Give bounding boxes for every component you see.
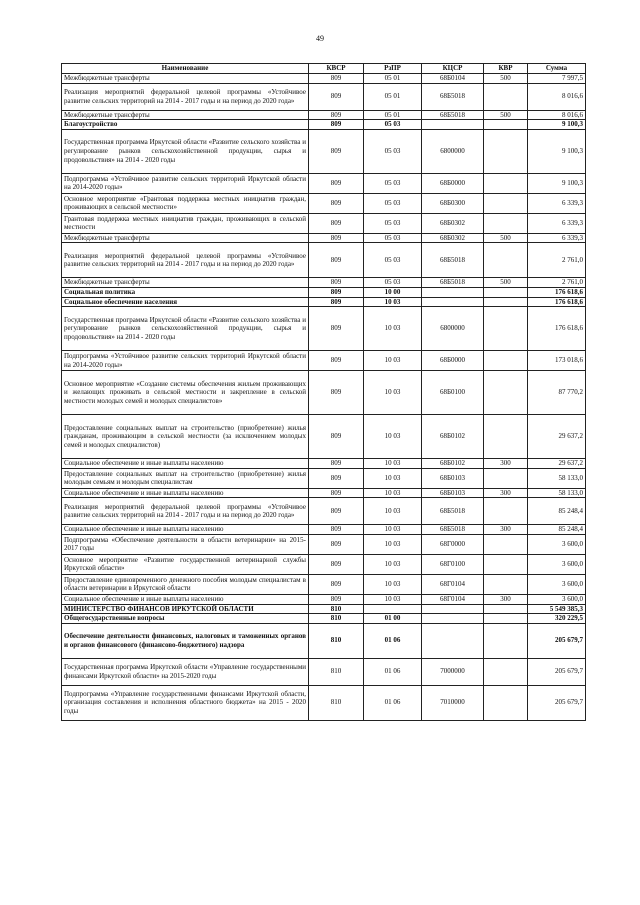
row-kvsr: 809: [309, 554, 364, 574]
row-kvr: [484, 120, 528, 130]
row-rzpr: 05 03: [364, 193, 422, 213]
row-kcsr: 68Б0302: [422, 213, 484, 233]
table-row: [62, 110, 586, 120]
table-row: [62, 468, 586, 488]
row-kvr: [484, 574, 528, 594]
row-name: МИНИСТЕРСТВО ФИНАНСОВ ИРКУТСКОЙ ОБЛАСТИ: [62, 604, 309, 614]
row-sum: 176 618,6: [528, 287, 586, 297]
row-rzpr: 10 03: [364, 351, 422, 371]
row-name: Реализация мероприятий федеральной целевой программы «Устойчивое развитие сельских территорий на 2014 - 2017 годы и на период до 2020 года»: [62, 498, 309, 525]
row-rzpr: 10 03: [364, 488, 422, 498]
table-row: [62, 554, 586, 574]
row-kvr: [484, 685, 528, 720]
row-name: Общегосударственные вопросы: [62, 614, 309, 624]
row-rzpr: 01 00: [364, 614, 422, 624]
row-name: Предоставление социальных выплат на строительство (приобретение) жилья молодым семьям и молодым специалистам: [62, 468, 309, 488]
row-kvsr: 809: [309, 498, 364, 525]
table-row: [62, 498, 586, 525]
row-rzpr: 05 01: [364, 74, 422, 84]
row-rzpr: 10 03: [364, 371, 422, 415]
row-name: Основное мероприятие «Грантовая поддержка местных инициатив граждан, проживающих в сельской местности»: [62, 193, 309, 213]
row-kvr: 300: [484, 459, 528, 469]
row-kvr: [484, 351, 528, 371]
header-name: Наименование: [62, 64, 309, 74]
row-sum: 176 618,6: [528, 307, 586, 351]
row-kcsr: [422, 604, 484, 614]
row-kvsr: 809: [309, 120, 364, 130]
row-sum: 87 770,2: [528, 371, 586, 415]
row-kvsr: 809: [309, 83, 364, 110]
row-name: Подпрограмма «Устойчивое развитие сельских территорий Иркутской области на 2014-2020 годы»: [62, 351, 309, 371]
row-kcsr: 68Б5018: [422, 110, 484, 120]
row-kcsr: 68Б5018: [422, 83, 484, 110]
row-kvr: [484, 193, 528, 213]
row-kvr: [484, 623, 528, 658]
row-sum: 6 339,3: [528, 233, 586, 243]
row-kvr: [484, 307, 528, 351]
row-name: Благоустройство: [62, 120, 309, 130]
table-row: [62, 525, 586, 535]
header-sum: Сумма: [528, 64, 586, 74]
row-kvr: [484, 129, 528, 173]
row-kvsr: 810: [309, 658, 364, 685]
row-sum: 205 679,7: [528, 623, 586, 658]
table-row: [62, 233, 586, 243]
row-rzpr: 10 03: [364, 525, 422, 535]
row-kvr: [484, 658, 528, 685]
row-rzpr: 05 03: [364, 173, 422, 193]
budget-table: [61, 63, 586, 721]
row-name: Подпрограмма «Управление государственными финансами Иркутской области, организация составления и исполнения областного бюджета» на 2015 - 2020 годы: [62, 685, 309, 720]
row-sum: 3 600,0: [528, 554, 586, 574]
row-name: Подпрограмма «Обеспечение деятельности в области ветеринарии» на 2015-2017 годы: [62, 534, 309, 554]
row-kcsr: [422, 614, 484, 624]
table-row: [62, 213, 586, 233]
table-row: [62, 243, 586, 278]
row-kvsr: 809: [309, 459, 364, 469]
row-name: Предоставление социальных выплат на строительство (приобретение) жилья гражданам, проживающим в сельской местности (за исключением молодых семей и молодых специалистов): [62, 415, 309, 459]
row-sum: 3 600,0: [528, 594, 586, 604]
row-name: Социальное обеспечение и иные выплаты населению: [62, 594, 309, 604]
header-kvr: КВР: [484, 64, 528, 74]
row-rzpr: 10 03: [364, 468, 422, 488]
row-sum: 173 018,6: [528, 351, 586, 371]
row-kvsr: 809: [309, 594, 364, 604]
row-kvr: [484, 371, 528, 415]
row-kvr: 500: [484, 110, 528, 120]
row-kvr: [484, 83, 528, 110]
row-rzpr: 05 01: [364, 110, 422, 120]
row-sum: 58 133,0: [528, 488, 586, 498]
row-name: Основное мероприятие «Развитие государственной ветеринарной службы Иркутской области»: [62, 554, 309, 574]
row-kvsr: 809: [309, 193, 364, 213]
row-kvr: 500: [484, 74, 528, 84]
row-sum: 2 761,0: [528, 278, 586, 288]
row-kcsr: 68Б0302: [422, 233, 484, 243]
row-rzpr: 10 03: [364, 498, 422, 525]
table-row: [62, 685, 586, 720]
row-rzpr: 05 01: [364, 83, 422, 110]
row-name: Государственная программа Иркутской области «Управление государственными финансами Иркутской области» на 2015-2020 годы: [62, 658, 309, 685]
row-kcsr: 68Б0102: [422, 415, 484, 459]
row-kcsr: 68Б5018: [422, 498, 484, 525]
row-kvsr: 809: [309, 278, 364, 288]
row-rzpr: 01 06: [364, 658, 422, 685]
page-number: 49: [316, 34, 324, 43]
row-rzpr: 05 03: [364, 278, 422, 288]
table-row: [62, 604, 586, 614]
row-sum: 9 100,3: [528, 173, 586, 193]
row-sum: 9 100,3: [528, 120, 586, 130]
row-rzpr: 10 03: [364, 297, 422, 307]
row-rzpr: 10 03: [364, 574, 422, 594]
row-kvr: [484, 173, 528, 193]
row-name: Реализация мероприятий федеральной целевой программы «Устойчивое развитие сельских территорий на 2014 - 2017 годы и на период до 2020 года»: [62, 243, 309, 278]
row-rzpr: 05 03: [364, 120, 422, 130]
row-kcsr: 68Б5018: [422, 243, 484, 278]
row-rzpr: 10 03: [364, 415, 422, 459]
table-row: [62, 574, 586, 594]
row-kcsr: 68Б0102: [422, 459, 484, 469]
row-rzpr: 10 03: [364, 554, 422, 574]
row-kvr: 500: [484, 278, 528, 288]
row-name: Межбюджетные трансферты: [62, 278, 309, 288]
row-kcsr: 68Б0103: [422, 488, 484, 498]
row-kvsr: 810: [309, 614, 364, 624]
row-name: Грантовая поддержка местных инициатив граждан, проживающих в сельской местности: [62, 213, 309, 233]
row-name: Межбюджетные трансферты: [62, 110, 309, 120]
row-kvsr: 809: [309, 129, 364, 173]
table-body: [62, 74, 586, 721]
row-rzpr: 10 00: [364, 287, 422, 297]
row-kcsr: 68Г0104: [422, 574, 484, 594]
row-kvsr: 809: [309, 371, 364, 415]
row-kvsr: 809: [309, 488, 364, 498]
row-kvsr: 810: [309, 685, 364, 720]
row-name: Межбюджетные трансферты: [62, 233, 309, 243]
row-kvsr: 809: [309, 287, 364, 297]
row-kvsr: 809: [309, 574, 364, 594]
row-kcsr: 7010000: [422, 685, 484, 720]
row-kcsr: 68Б0000: [422, 173, 484, 193]
row-kvr: [484, 287, 528, 297]
row-sum: 205 679,7: [528, 658, 586, 685]
row-rzpr: 10 03: [364, 534, 422, 554]
table-row: [62, 278, 586, 288]
row-sum: 6 339,3: [528, 213, 586, 233]
row-kvsr: 809: [309, 213, 364, 233]
row-kcsr: 68Г0100: [422, 554, 484, 574]
table-row: [62, 488, 586, 498]
row-name: Социальное обеспечение и иные выплаты населению: [62, 459, 309, 469]
row-name: Социальная политика: [62, 287, 309, 297]
row-rzpr: 05 03: [364, 233, 422, 243]
row-kcsr: 7000000: [422, 658, 484, 685]
row-kcsr: 68Г0000: [422, 534, 484, 554]
row-kcsr: 6800000: [422, 129, 484, 173]
row-kvsr: 809: [309, 307, 364, 351]
header-rzpr: РзПР: [364, 64, 422, 74]
row-kvsr: 809: [309, 74, 364, 84]
row-kvr: [484, 415, 528, 459]
row-kvr: 500: [484, 233, 528, 243]
header-kvsr: КВСР: [309, 64, 364, 74]
row-sum: 85 248,4: [528, 498, 586, 525]
row-kcsr: [422, 297, 484, 307]
row-name: Подпрограмма «Устойчивое развитие сельских территорий Иркутской области на 2014-2020 годы»: [62, 173, 309, 193]
row-kvr: [484, 213, 528, 233]
row-rzpr: 05 03: [364, 129, 422, 173]
row-kcsr: 68Г0104: [422, 594, 484, 604]
row-kcsr: 68Б0300: [422, 193, 484, 213]
row-rzpr: 01 06: [364, 685, 422, 720]
row-sum: 58 133,0: [528, 468, 586, 488]
row-sum: 8 016,6: [528, 110, 586, 120]
table-row: [62, 193, 586, 213]
row-sum: 2 761,0: [528, 243, 586, 278]
row-sum: 8 016,6: [528, 83, 586, 110]
table-row: [62, 459, 586, 469]
table-row: [62, 594, 586, 604]
row-kcsr: [422, 623, 484, 658]
row-sum: 320 229,5: [528, 614, 586, 624]
table-row: [62, 83, 586, 110]
row-kvsr: 809: [309, 415, 364, 459]
row-kvsr: 809: [309, 525, 364, 535]
row-name: Обеспечение деятельности финансовых, налоговых и таможенных органов и органов финансового (финансово-бюджетного) надзора: [62, 623, 309, 658]
row-kcsr: 68Б0100: [422, 371, 484, 415]
row-sum: 176 618,6: [528, 297, 586, 307]
row-name: Государственная программа Иркутской области «Развитие сельского хозяйства и регулирование рынков сельскохозяйственной продукции, сырья и продовольствия» на 2014 - 2020 годы: [62, 307, 309, 351]
row-sum: 85 248,4: [528, 525, 586, 535]
row-kvr: 300: [484, 594, 528, 604]
row-sum: 29 637,2: [528, 459, 586, 469]
row-kvsr: 809: [309, 243, 364, 278]
row-kvr: 300: [484, 525, 528, 535]
row-name: Межбюджетные трансферты: [62, 74, 309, 84]
row-kcsr: 68Б5018: [422, 525, 484, 535]
row-sum: 3 600,0: [528, 534, 586, 554]
row-sum: 6 339,3: [528, 193, 586, 213]
table-row: [62, 287, 586, 297]
row-kvr: [484, 498, 528, 525]
row-kvsr: 809: [309, 173, 364, 193]
table-header-row: [62, 64, 586, 74]
row-sum: 5 549 385,3: [528, 604, 586, 614]
row-kvsr: 809: [309, 534, 364, 554]
row-name: Социальное обеспечение населения: [62, 297, 309, 307]
row-kcsr: 68Б0000: [422, 351, 484, 371]
row-kvr: 300: [484, 488, 528, 498]
table-row: [62, 351, 586, 371]
table-row: [62, 623, 586, 658]
row-rzpr: 10 03: [364, 307, 422, 351]
row-rzpr: 10 03: [364, 459, 422, 469]
row-kvsr: 809: [309, 351, 364, 371]
row-name: Предоставление единовременного денежного пособия молодым специалистам в области ветеринарии в Иркутской области: [62, 574, 309, 594]
row-sum: 7 997,5: [528, 74, 586, 84]
row-kcsr: [422, 120, 484, 130]
row-rzpr: 10 03: [364, 594, 422, 604]
row-kvr: [484, 534, 528, 554]
row-kvr: [484, 243, 528, 278]
row-rzpr: [364, 604, 422, 614]
header-kcsr: КЦСР: [422, 64, 484, 74]
row-kvr: [484, 468, 528, 488]
row-kcsr: 68Б0103: [422, 468, 484, 488]
row-kvsr: 809: [309, 110, 364, 120]
row-rzpr: 05 03: [364, 243, 422, 278]
table-row: [62, 614, 586, 624]
row-kvsr: 809: [309, 297, 364, 307]
row-rzpr: 01 06: [364, 623, 422, 658]
table-row: [62, 120, 586, 130]
row-sum: 205 679,7: [528, 685, 586, 720]
table-row: [62, 415, 586, 459]
table-row: [62, 297, 586, 307]
row-sum: 9 100,3: [528, 129, 586, 173]
row-kcsr: 6800000: [422, 307, 484, 351]
row-kvsr: 810: [309, 623, 364, 658]
row-kvr: [484, 604, 528, 614]
row-kcsr: 68Б5018: [422, 278, 484, 288]
row-kvsr: 809: [309, 233, 364, 243]
table-row: [62, 534, 586, 554]
row-sum: 29 637,2: [528, 415, 586, 459]
row-kvr: [484, 614, 528, 624]
row-name: Социальное обеспечение и иные выплаты населению: [62, 488, 309, 498]
row-sum: 3 600,0: [528, 574, 586, 594]
table-row: [62, 307, 586, 351]
row-kvsr: 810: [309, 604, 364, 614]
table-row: [62, 74, 586, 84]
row-name: Государственная программа Иркутской области «Развитие сельского хозяйства и регулирование рынков сельскохозяйственной продукции, сырья и продовольствия» на 2014 - 2020 годы: [62, 129, 309, 173]
table-row: [62, 371, 586, 415]
table-row: [62, 129, 586, 173]
row-kcsr: 68Б0104: [422, 74, 484, 84]
row-name: Основное мероприятие «Создание системы обеспечения жильем проживающих и желающих проживать в сельской местности и закрепление в сельской местности молодых семей и молодых специалистов»: [62, 371, 309, 415]
row-name: Реализация мероприятий федеральной целевой программы «Устойчивое развитие сельских территорий на 2014 - 2017 годы и на период до 2020 года»: [62, 83, 309, 110]
row-kvr: [484, 297, 528, 307]
row-kcsr: [422, 287, 484, 297]
row-kvr: [484, 554, 528, 574]
row-name: Социальное обеспечение и иные выплаты населению: [62, 525, 309, 535]
row-rzpr: 05 03: [364, 213, 422, 233]
table-row: [62, 658, 586, 685]
row-kvsr: 809: [309, 468, 364, 488]
table-row: [62, 173, 586, 193]
